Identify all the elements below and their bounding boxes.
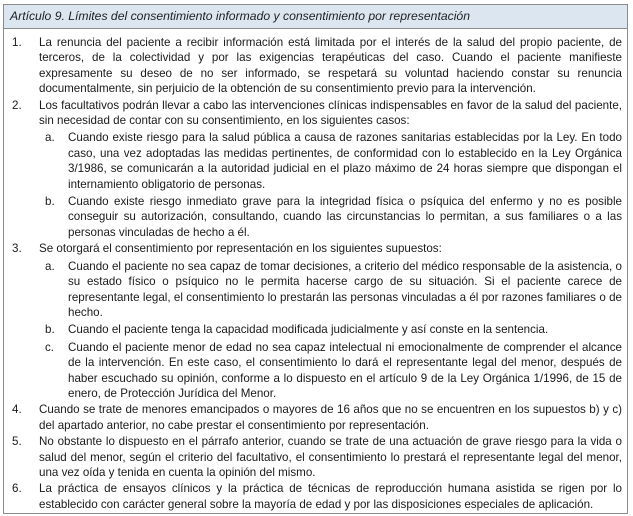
article-title: Artículo 9. Límites del consentimiento informado y consentimiento por representación [10, 9, 470, 23]
item-text: Se otorgará el consentimiento por representación en los siguientes supuestos: [39, 242, 442, 256]
item-number: 1. [12, 36, 22, 49]
list-item-4 [4, 402, 622, 433]
item-number: 5. [12, 435, 22, 449]
sub-item-3a [39, 259, 622, 321]
sub-item-letter: a. [45, 259, 55, 273]
title-bar [4, 5, 627, 29]
item-number: 3. [12, 242, 22, 256]
sub-item-2a [39, 130, 622, 192]
sub-item-2b [39, 194, 622, 240]
item-number: 4. [12, 403, 22, 417]
list-item-6 [4, 481, 622, 512]
item-number: 6. [12, 482, 22, 496]
sub-item-text: Cuando existe riesgo para la salud pública a causa de razones sanitarias establecidas por la Ley. En todo caso, una vez adoptadas las medidas pertinentes, de conformidad con lo establecido en la Ley Orgánica 3/1986, se comunicarán a la autoridad judicial en el plazo máximo de 24 horas siempre que dispongan el internamiento obligatorio de personas. [68, 131, 622, 191]
sub-item-text: Cuando el paciente menor de edad no sea capaz intelectual ni emocionalmente de comprender el alcance de la intervención. En este caso, el consentimiento lo dará el representante legal del menor, después de haber escuchado su opinión, conforme a lo dispuesto en el artículo 9 de la Ley Orgánica 1/1996, de 15 de enero, de Protección Jurídica del Menor. [68, 340, 622, 400]
item-text: Cuando se trate de menores emancipados o mayores de 16 años que no se encuentren en los supuestos b) y c) del apartado anterior, no cabe prestar el consentimiento por representación. [39, 403, 622, 432]
sub-item-letter: b. [45, 195, 55, 209]
sub-item-text: Cuando existe riesgo inmediato grave para la integridad física o psíquica del enfermo y no es posible conseguir su autorización, consultando, cuando las circunstancias lo permitan, a sus familiares o a las personas vinculadas de hecho a él. [68, 195, 622, 239]
article-content [4, 29, 627, 512]
list-item-2 [4, 98, 622, 241]
item-text: La renuncia del paciente a recibir información está limitada por el interés de la salud del propio paciente, de terceros, de la colectividad y por las exigencias terapéuticas del caso. Cuando el paciente manifieste expresamente su deseo de no ser informado, se respetará su voluntad haciendo constar su renuncia documentalmente, sin perjuicio de la obtención de su consentimiento previo para la intervención. [39, 36, 622, 96]
sub-item-letter: b. [45, 323, 55, 337]
sub-item-3c [39, 340, 622, 402]
sub-item-text: Cuando el paciente no sea capaz de tomar decisiones, a criterio del médico responsable de la asistencia, o su estado físico o psíquico no le permita hacerse cargo de su situación. Si el paciente carece de representante legal, el consentimiento lo prestarán las personas vinculadas a él por razones familiares o de hecho. [68, 259, 622, 319]
sub-item-letter: c. [45, 340, 55, 354]
sub-item-letter: a. [45, 131, 55, 145]
list-item-5 [4, 434, 622, 480]
item-text: Los facultativos podrán llevar a cabo las intervenciones clínicas indispensables en favor de la salud del paciente, sin necesidad de contar con su consentimiento, en los siguientes casos: [39, 98, 622, 128]
item-number: 2. [12, 98, 22, 112]
sub-item-3b [39, 322, 622, 337]
list-item-3 [4, 241, 622, 401]
item-text: La práctica de ensayos clínicos y la práctica de técnicas de reproducción humana asistida se rigen por lo establecido con carácter general sobre la mayoría de edad y por las disposiciones especiales de aplicación. [39, 482, 622, 511]
item-text: No obstante lo dispuesto en el párrafo anterior, cuando se trate de una actuación de grave riesgo para la vida o salud del menor, según el criterio del facultativo, el consentimiento lo prestará el representante legal del menor, una vez oída y tenida en cuenta la opinión del mismo. [39, 435, 622, 479]
article-box [3, 4, 628, 514]
sub-item-text: Cuando el paciente tenga la capacidad modificada judicialmente y así conste en la sentencia. [68, 323, 549, 337]
list-item-1 [4, 35, 622, 97]
